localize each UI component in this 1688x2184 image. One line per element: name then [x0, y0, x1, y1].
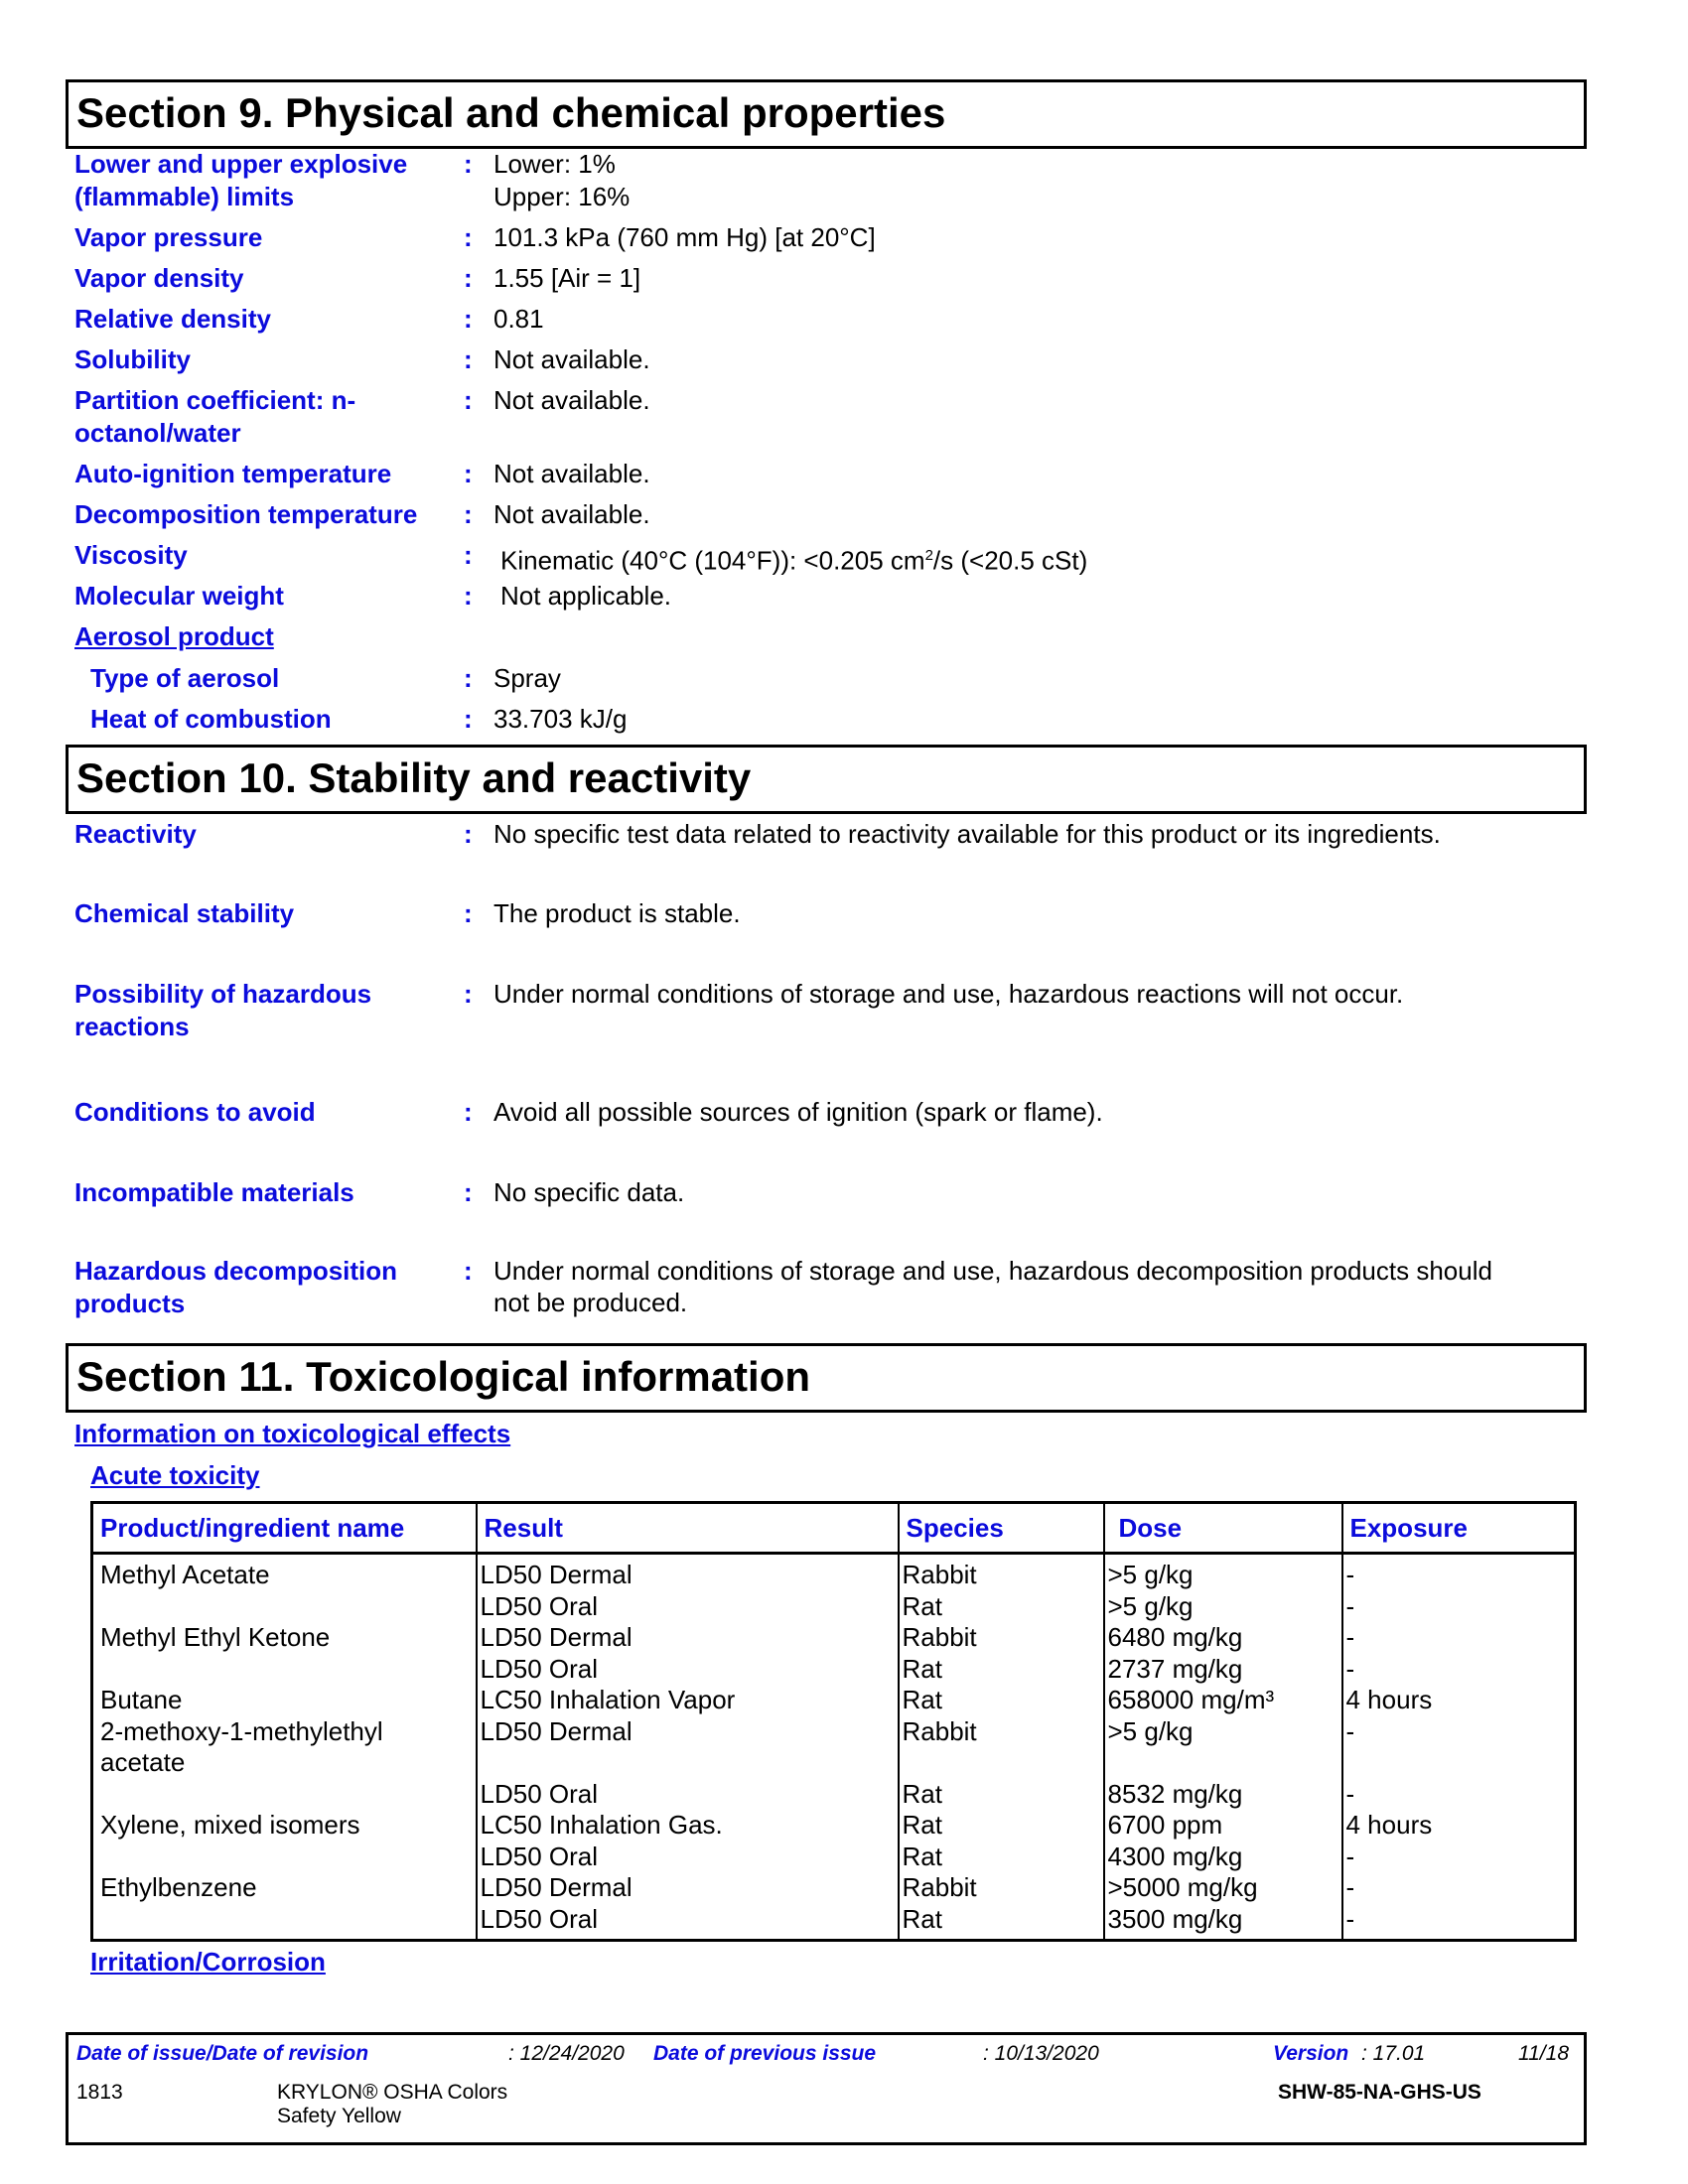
property-value: Not available. [493, 499, 650, 529]
species-cell: Rabbit [899, 1622, 1104, 1654]
dose-cell: 2737 mg/kg [1104, 1654, 1342, 1686]
ingredient-cell [92, 1654, 477, 1686]
dose-cell: 8532 mg/kg [1104, 1779, 1342, 1811]
property-value: Spray [493, 663, 561, 693]
product-name: KRYLON® OSHA Colors [277, 2081, 508, 2104]
product-code: 1813 [76, 2081, 123, 2104]
result-cell: LD50 Oral [477, 1654, 899, 1686]
exposure-cell: 4 hours [1345, 1810, 1433, 1840]
property-label: Decomposition temperature [74, 499, 418, 529]
species-cell: Rabbit [899, 1554, 1104, 1591]
issue-date-label: Date of issue/Date of revision [76, 2042, 369, 2065]
irritation-corrosion-heading: Irritation/Corrosion [90, 1947, 326, 1977]
dose-cell: >5 g/kg [1104, 1716, 1342, 1748]
product-name-line2: Safety Yellow [277, 2105, 401, 2127]
result-cell: LD50 Oral [477, 1904, 899, 1941]
dose-cell: >5 g/kg [1104, 1554, 1342, 1591]
property-value: Under normal conditions of storage and use, hazardous decomposition products should [493, 1256, 1492, 1286]
colon: : [464, 459, 473, 488]
species-cell: Rat [899, 1591, 1104, 1623]
version-value: : 17.01 [1361, 2042, 1426, 2065]
property-label: Hazardous decomposition [74, 1256, 398, 1286]
property-value: Under normal conditions of storage and use, hazardous reactions will not occur. [493, 979, 1404, 1009]
exposure-cell: - [1345, 1778, 1355, 1809]
dose-cell: 4300 mg/kg [1104, 1842, 1342, 1873]
colon: : [464, 149, 473, 179]
section-11-title: Section 11. Toxicological information [76, 1353, 811, 1400]
exposure-cell: - [1345, 1903, 1355, 1934]
result-cell: LD50 Dermal [477, 1716, 899, 1748]
viscosity-text: /s (<20.5 cSt) [932, 545, 1088, 576]
ingredient-cell [92, 1591, 477, 1623]
result-cell [477, 1747, 899, 1779]
dose-cell [1104, 1747, 1342, 1779]
table-row [92, 1904, 1576, 1941]
property-label: Chemical stability [74, 898, 295, 928]
colon: : [464, 1256, 473, 1286]
species-cell: Rat [899, 1842, 1104, 1873]
property-label: Possibility of hazardous [74, 979, 372, 1009]
table-row [92, 1842, 1576, 1873]
property-label: Viscosity [74, 540, 188, 570]
property-value: Not applicable. [500, 581, 671, 611]
table-row [92, 1654, 1576, 1686]
property-value: Not available. [493, 344, 650, 374]
ingredient-cell: Ethylbenzene [92, 1872, 477, 1904]
column-header: Dose [1104, 1503, 1342, 1554]
property-label: Conditions to avoid [74, 1097, 316, 1127]
dose-cell: 6480 mg/kg [1104, 1622, 1342, 1654]
table-row [92, 1622, 1576, 1654]
issue-date-value: : 12/24/2020 [508, 2042, 625, 2065]
superscript: 2 [924, 547, 933, 564]
property-label: Heat of combustion [90, 704, 332, 734]
ingredient-cell [92, 1904, 477, 1941]
exposure-cell: - [1345, 1653, 1355, 1684]
table-row [92, 1872, 1576, 1904]
toxicological-effects-heading: Information on toxicological effects [74, 1419, 511, 1448]
species-cell: Rat [899, 1779, 1104, 1811]
species-cell: Rat [899, 1654, 1104, 1686]
dose-cell: 658000 mg/m³ [1104, 1685, 1342, 1716]
property-value: No specific data. [493, 1177, 685, 1207]
table-row [92, 1810, 1576, 1842]
colon: : [464, 663, 473, 693]
property-label: products [74, 1289, 186, 1318]
property-value: Not available. [493, 459, 650, 488]
colon: : [464, 304, 473, 334]
colon: : [464, 581, 473, 611]
property-label: (flammable) limits [74, 182, 295, 211]
dose-cell: >5000 mg/kg [1104, 1872, 1342, 1904]
table-row [92, 1716, 1576, 1748]
result-cell: LD50 Dermal [477, 1554, 899, 1591]
property-label: Solubility [74, 344, 191, 374]
property-value: The product is stable. [493, 898, 741, 928]
property-value [500, 539, 1087, 578]
property-value: 101.3 kPa (760 mm Hg) [at 20°C] [493, 222, 876, 252]
previous-issue-value: : 10/13/2020 [983, 2042, 1099, 2065]
result-cell: LD50 Dermal [477, 1872, 899, 1904]
ingredient-cell: 2-methoxy-1-methylethyl [92, 1716, 477, 1748]
colon: : [464, 898, 473, 928]
species-cell: Rabbit [899, 1872, 1104, 1904]
colon: : [464, 819, 473, 849]
colon: : [464, 263, 473, 293]
exposure-cell: 4 hours [1345, 1685, 1433, 1714]
table-header-row [92, 1503, 1576, 1554]
ingredient-cell: acetate [92, 1747, 477, 1779]
property-label: octanol/water [74, 418, 241, 448]
result-cell: LD50 Oral [477, 1591, 899, 1623]
property-label: Partition coefficient: n- [74, 385, 356, 415]
section-10-title: Section 10. Stability and reactivity [76, 754, 752, 801]
property-label: Vapor density [74, 263, 244, 293]
ingredient-cell: Methyl Acetate [92, 1554, 477, 1591]
column-header: Species [899, 1503, 1104, 1554]
property-label: Incompatible materials [74, 1177, 354, 1207]
property-value: Upper: 16% [493, 182, 631, 211]
property-value: Lower: 1% [493, 149, 616, 179]
colon: : [464, 499, 473, 529]
table-row [92, 1747, 1576, 1779]
table-row [92, 1779, 1576, 1811]
section-11-header [66, 1343, 1587, 1413]
species-cell: Rat [899, 1810, 1104, 1842]
result-cell: LC50 Inhalation Gas. [477, 1810, 899, 1842]
page-number: 11/18 [1518, 2042, 1569, 2065]
species-cell: Rabbit [899, 1716, 1104, 1748]
section-9-title: Section 9. Physical and chemical properties [76, 89, 946, 136]
property-value: 1.55 [Air = 1] [493, 263, 641, 293]
dose-cell: >5 g/kg [1104, 1591, 1342, 1623]
result-cell: LC50 Inhalation Vapor [477, 1685, 899, 1716]
version-label: Version [1273, 2042, 1349, 2065]
property-value: not be produced. [493, 1288, 688, 1317]
acute-toxicity-table [90, 1501, 1577, 1942]
acute-toxicity-heading: Acute toxicity [90, 1460, 260, 1490]
column-header: Product/ingredient name [92, 1503, 477, 1554]
colon: : [464, 1177, 473, 1207]
property-label: reactions [74, 1012, 190, 1041]
exposure-cell: - [1345, 1560, 1355, 1589]
colon: : [464, 540, 473, 570]
species-cell: Rat [899, 1904, 1104, 1941]
property-label: Reactivity [74, 819, 197, 849]
table-row [92, 1591, 1576, 1623]
result-cell: LD50 Oral [477, 1842, 899, 1873]
exposure-cell: - [1345, 1622, 1355, 1652]
species-cell [899, 1747, 1104, 1779]
property-label: Vapor pressure [74, 222, 263, 252]
species-cell: Rat [899, 1685, 1104, 1716]
property-label: Relative density [74, 304, 271, 334]
colon: : [464, 704, 473, 734]
ingredient-cell: Xylene, mixed isomers [92, 1810, 477, 1842]
property-label: Type of aerosol [90, 663, 280, 693]
exposure-cell: - [1345, 1590, 1355, 1621]
ingredient-cell [92, 1779, 477, 1811]
document-id: SHW-85-NA-GHS-US [1278, 2081, 1481, 2104]
table-row [92, 1554, 1576, 1591]
property-label: Molecular weight [74, 581, 284, 611]
aerosol-product-heading: Aerosol product [74, 621, 274, 651]
property-value: Avoid all possible sources of ignition (spark or flame). [493, 1097, 1103, 1127]
ingredient-cell: Butane [92, 1685, 477, 1716]
property-value: Not available. [493, 385, 650, 415]
colon: : [464, 222, 473, 252]
dose-cell: 3500 mg/kg [1104, 1904, 1342, 1941]
dose-cell: 6700 ppm [1104, 1810, 1342, 1842]
table-row [92, 1685, 1576, 1716]
ingredient-cell [92, 1842, 477, 1873]
section-10-header [66, 745, 1587, 814]
column-header: Exposure [1342, 1503, 1576, 1554]
result-cell: LD50 Oral [477, 1779, 899, 1811]
viscosity-text: Kinematic (40°C (104°F)): <0.205 cm [500, 545, 925, 576]
property-value: No specific test data related to reactivity available for this product or its ingredients. [493, 819, 1441, 849]
previous-issue-label: Date of previous issue [653, 2042, 877, 2065]
exposure-cell: - [1345, 1872, 1355, 1902]
colon: : [464, 344, 473, 374]
property-value: 33.703 kJ/g [493, 704, 628, 734]
property-label: Lower and upper explosive [74, 149, 408, 179]
property-value: 0.81 [493, 304, 544, 334]
property-label: Auto-ignition temperature [74, 459, 392, 488]
colon: : [464, 979, 473, 1009]
colon: : [464, 1097, 473, 1127]
page-footer [66, 2032, 1587, 2145]
section-9-header [66, 79, 1587, 149]
colon: : [464, 385, 473, 415]
ingredient-cell: Methyl Ethyl Ketone [92, 1622, 477, 1654]
exposure-cell: - [1345, 1841, 1355, 1871]
result-cell: LD50 Dermal [477, 1622, 899, 1654]
column-header: Result [477, 1503, 899, 1554]
exposure-cell [1342, 1747, 1576, 1779]
exposure-cell: - [1345, 1715, 1355, 1746]
